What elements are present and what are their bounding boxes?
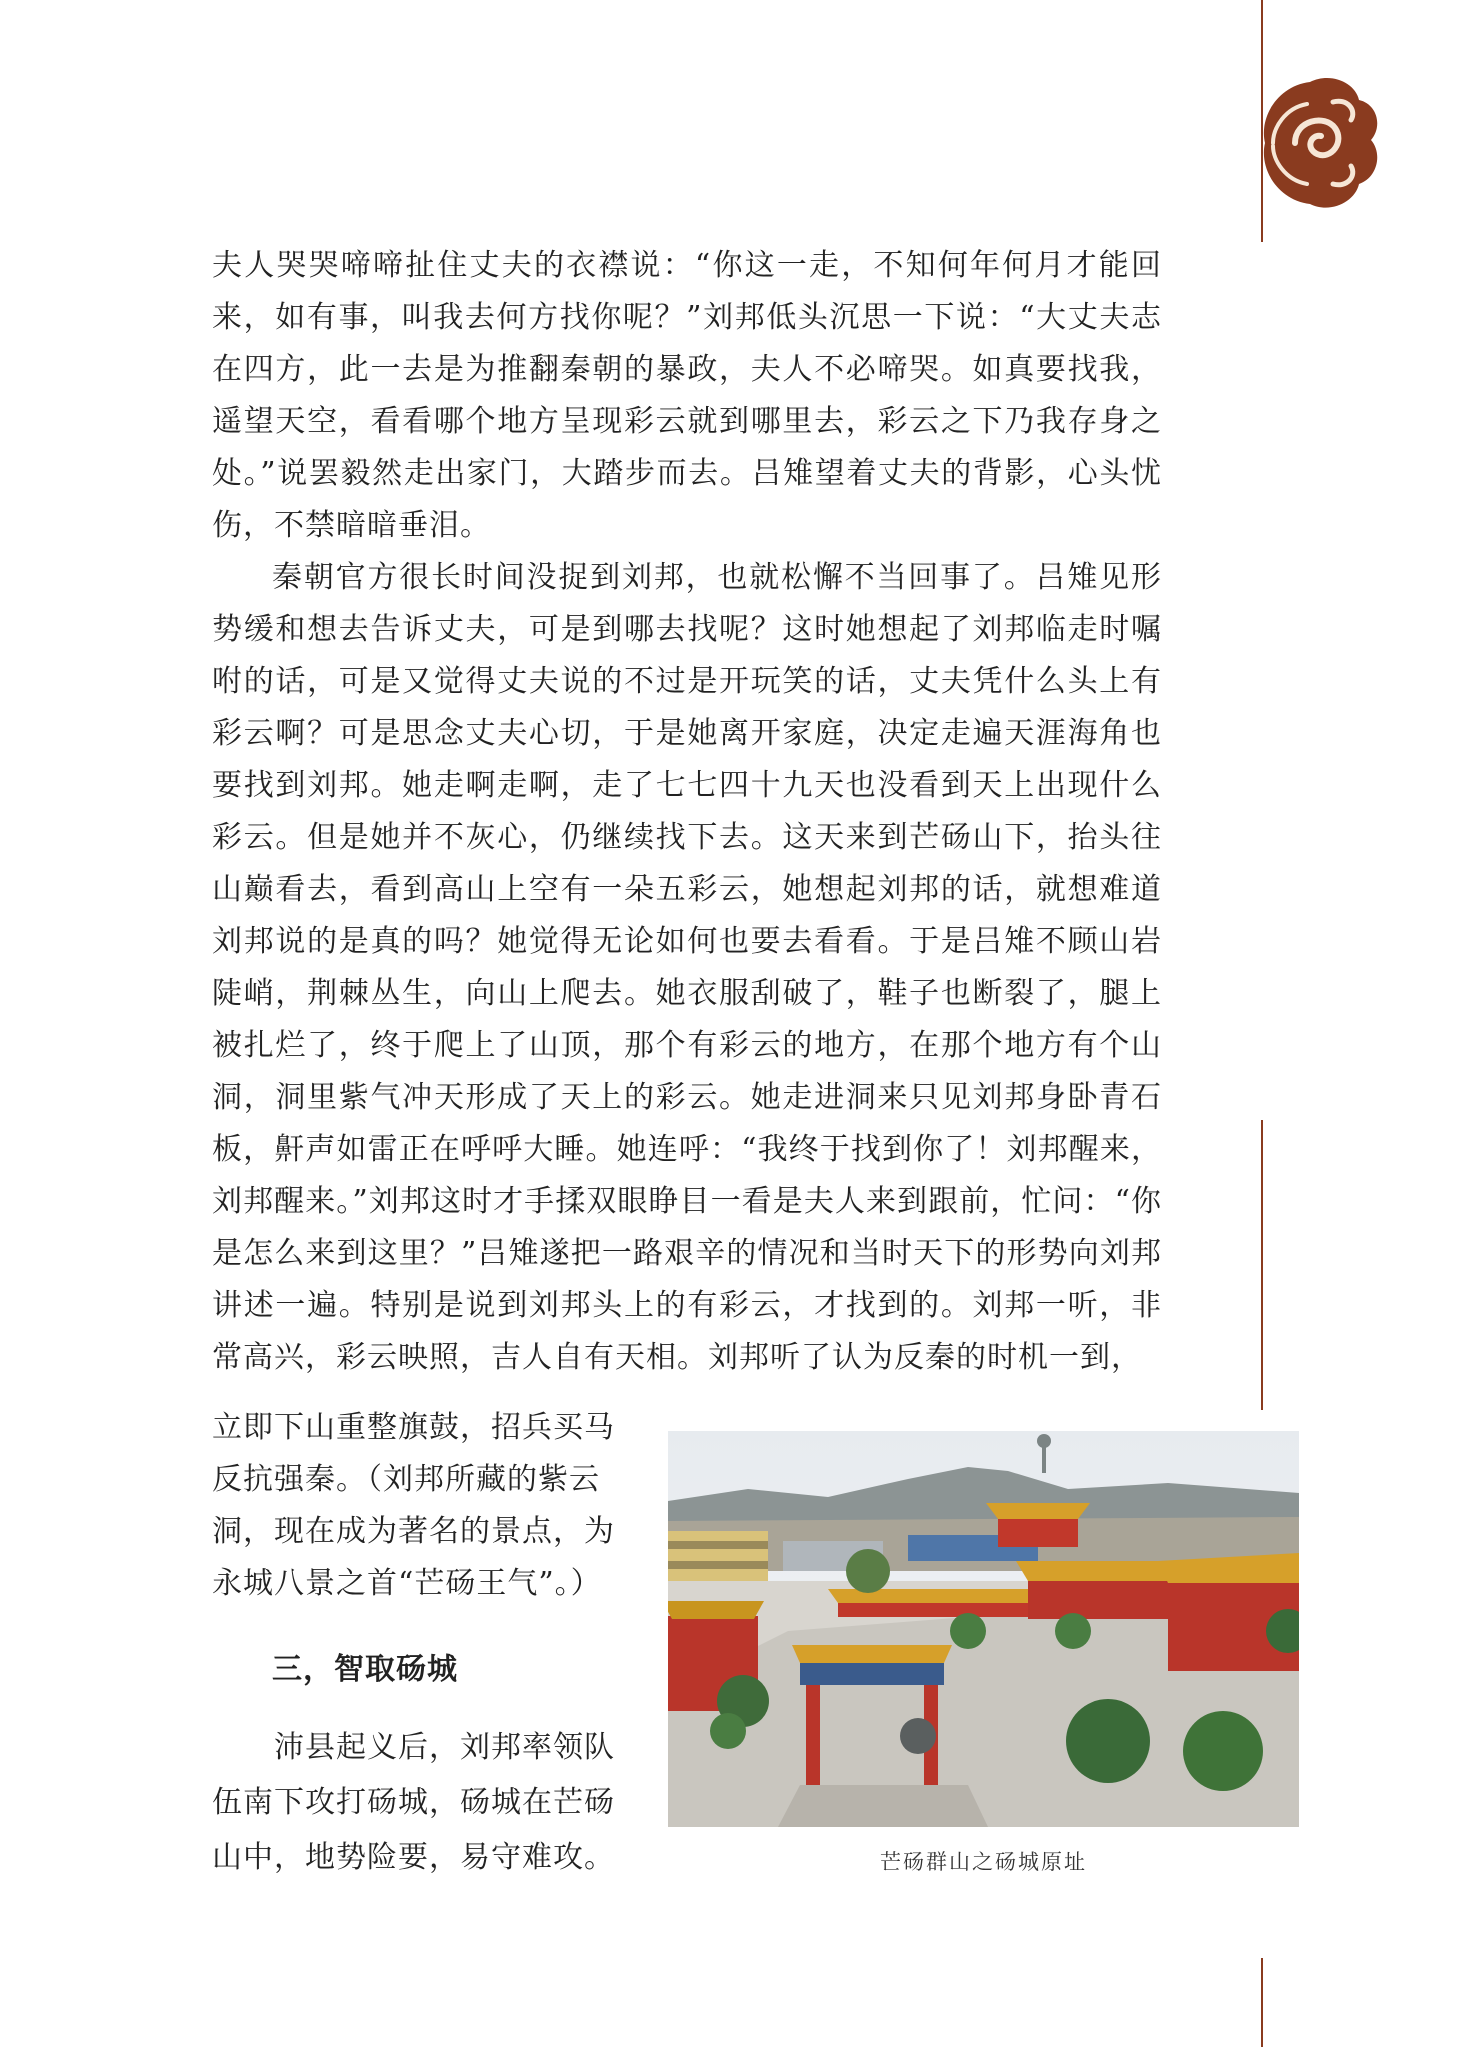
text-line: 洞，现在成为著名的景点，为	[212, 1514, 615, 1549]
section-text	[212, 1720, 637, 1885]
temple-photo	[668, 1431, 1299, 1827]
paragraph: 秦朝官方很长时间没捉到刘邦，也就松懈不当回事了。吕雉见形势缓和想去告诉丈夫，可是到哪去找呢？这时她想起了刘邦临走时嘱咐的话，可是又觉得丈夫说的不过是开玩笑的话，丈夫凭什么头上有彩云啊？可是思念丈夫心切，于是她离开家庭，决定走遍天涯海角也要找到刘邦。她走啊走啊，走了七七四十九天也没看到天上出现什么彩云。但是她并不灰心，仍继续找下去。这天来到芒砀山下，抬头往山巅看去，看到高山上空有一朵五彩云，她想起刘邦的话，就想难道刘邦说的是真的吗？她觉得无论如何也要去看看。于是吕雉不顾山岩陡峭，荆棘丛生，向山上爬去。她衣服刮破了，鞋子也断裂了，腿上被扎烂了，终于爬上了山顶，那个有彩云的地方，在那个地方有个山洞，洞里紫气冲天形成了天上的彩云。她走进洞来只见刘邦身卧青石板，鼾声如雷正在呼呼大睡。她连呼：“我终于找到你了！刘邦醒来，刘邦醒来。”刘邦这时才手揉双眼睁目一看是夫人来到跟前，忙问：“你是怎么来到这里？”吕雉遂把一路艰辛的情况和当时天下的形势向刘邦讲述一遍。特别是说到刘邦头上的有彩云，才找到的。刘邦一听，非常高兴，彩云映照，吉人自有天相。刘邦听了认为反秦的时机一到，	[212, 560, 1162, 1375]
margin-rule-middle	[1261, 1120, 1263, 1410]
text-line: 山中，地势险要，易守难攻。	[212, 1840, 615, 1875]
text-line: 伍南下攻打砀城，砀城在芒砀	[212, 1785, 615, 1820]
margin-rule-bottom	[1261, 1958, 1263, 2047]
paragraph: 夫人哭哭啼啼扯住丈夫的衣襟说：“你这一走，不知何年何月才能回来，如有事，叫我去何方找你呢？”刘邦低头沉思一下说：“大丈夫志在四方，此一去是为推翻秦朝的暴政，夫人不必啼哭。如真要找我，遥望天空，看看哪个地方呈现彩云就到哪里去，彩云之下乃我存身之处。”说罢毅然走出家门，大踏步而去。吕雉望着丈夫的背影，心头忧伤，不禁暗暗垂泪。	[212, 248, 1162, 543]
body-text	[212, 240, 1162, 1384]
wrapped-text-block	[212, 1402, 637, 1610]
text-line: 永城八景之首“芒砀王气”。）	[212, 1566, 602, 1601]
cloud-ornament-icon	[1255, 68, 1385, 218]
section-heading: 三，智取砀城	[272, 1652, 458, 1687]
photo-caption: 芒砀群山之砀城原址	[880, 1850, 1087, 1874]
text-line: 反抗强秦。（刘邦所藏的紫云	[212, 1462, 600, 1497]
text-line: 立即下山重整旗鼓，招兵买马	[212, 1410, 615, 1445]
text-line: 沛县起义后，刘邦率领队	[212, 1730, 615, 1765]
